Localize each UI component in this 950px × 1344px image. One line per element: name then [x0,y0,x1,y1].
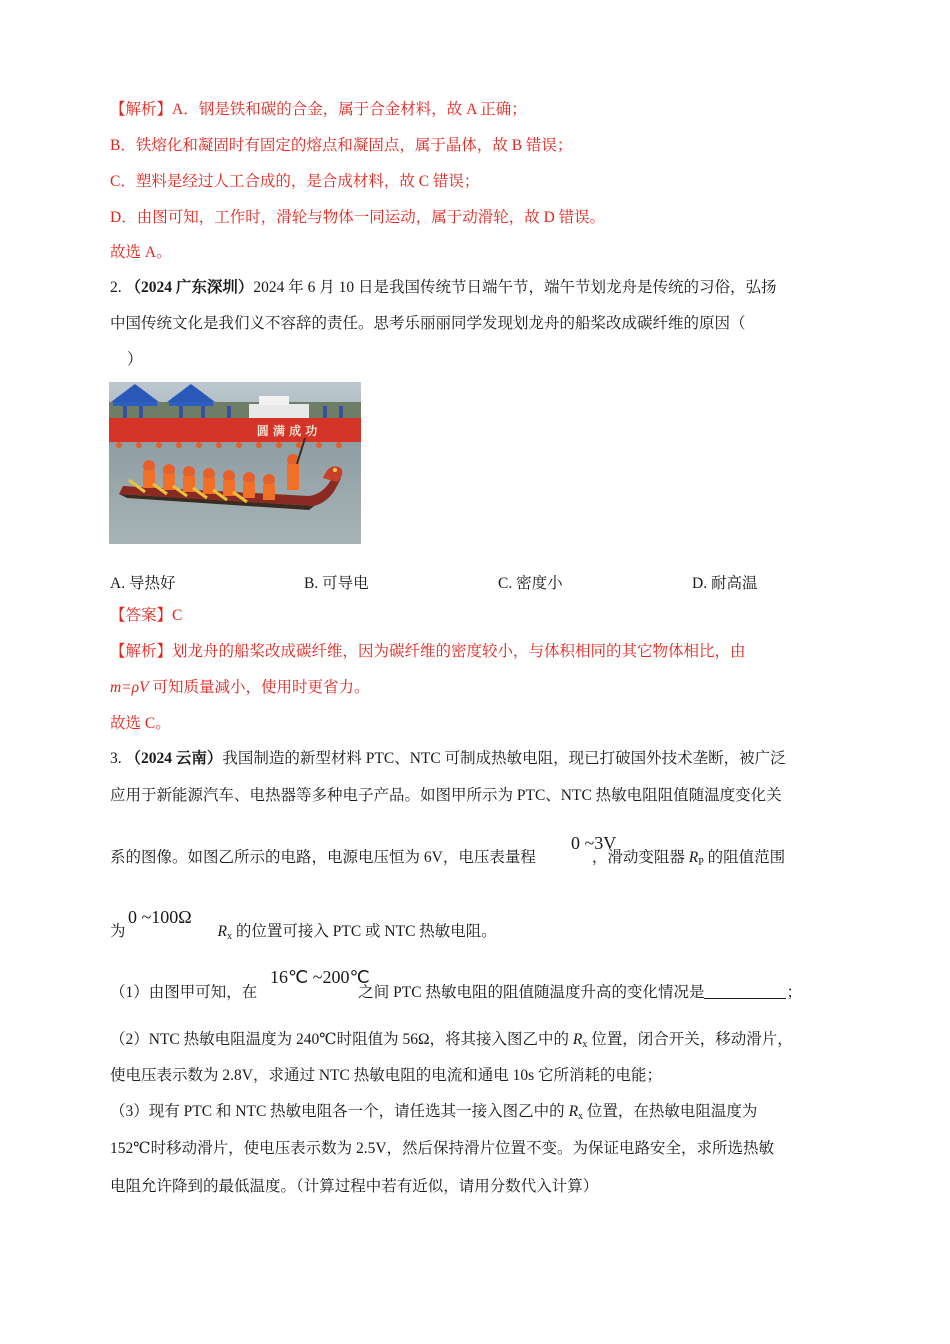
q3-text-3a: 系的图像。如图乙所示的电路，电源电压恒为 6V，电压表量程 [110,849,536,866]
option-a[interactable]: A. 导热好 [110,575,176,592]
q3-text-3b: ，滑动变阻器 [591,849,689,866]
q3-sub1-text-c: ； [786,984,802,1001]
analysis-line-d: D．由图可知，工作时，滑轮与物体一同运动，属于动滑轮，故 D 错误。 [110,209,606,226]
q3-sub3-line-1 [110,1102,757,1127]
q3-text-4b: 的位置可接入 PTC 或 NTC 热敏电阻。 [231,923,497,940]
option-d[interactable]: D. 耐高温 [692,575,758,592]
q2-analysis-text-2: 可知质量减小，使用时更省力。 [148,679,370,696]
q2-line-2: 中国传统文化是我们义不容辞的责任。思考乐丽丽同学发现划龙舟的船桨改成碳纤维的原因（ [110,315,746,332]
analysis-line-a [110,100,527,120]
analysis-tag: 【解析】 [110,101,173,118]
dragon-boat-photo [109,382,361,544]
q3-line-4 [110,922,497,947]
q3-text-4a: 为 [110,923,126,940]
q3-sub2-text-a: （2）NTC 热敏电阻温度为 240℃时阻值为 56Ω，将其接入图乙中的 [110,1031,573,1048]
q3-line-1 [110,749,786,769]
q3-sub3-text-b: 位置，在热敏电阻温度为 [583,1103,758,1120]
q2-source: （2024 广东深圳） [125,279,254,296]
density-formula: m=ρV [110,679,149,696]
rx-subscript-2: x [582,1039,588,1050]
q3-sub1-text-a: （1）由图甲可知，在 [110,984,258,1001]
rx-symbol-3: R [568,1103,579,1120]
answer-tag: 【答案】 [110,607,173,624]
rx-subscript: x [226,931,232,942]
voltage-range: 0 ~3V [571,833,617,853]
q2-line-3: ） [127,351,143,368]
banner-text: 圆 满 成 功 [256,424,318,438]
q2-number: 2. [110,279,122,296]
analysis-line-b: B．铁熔化和凝固时有固定的熔点和凝固点，属于晶体，故 B 错误； [110,137,573,154]
option-c[interactable]: C. 密度小 [498,575,563,592]
q3-sub2-text-b: 位置，闭合开关，移动滑片， [587,1031,793,1048]
q3-source: （2024 云南） [125,750,223,767]
option-b[interactable]: B. 可导电 [304,575,369,592]
rx-subscript-3: x [578,1111,584,1122]
q2-conclusion: 故选 C。 [110,715,171,732]
q2-analysis-line-2 [110,678,369,698]
q2-line-1 [110,278,777,298]
answer-blank[interactable] [704,984,786,999]
analysis-line-c: C．塑料是经过人工合成的，是合成材料，故 C 错误； [110,173,480,190]
q3-sub3-line-3: 电阻允许降到的最低温度。（计算过程中若有近似，请用分数代入计算） [110,1178,599,1195]
q2-analysis-tag: 【解析】 [110,643,173,660]
q2-answer [110,606,182,626]
q2-analysis-text-1: 划龙舟的船桨改成碳纤维，因为碳纤维的密度较小，与体积相同的其它物体相比，由 [172,643,746,660]
q2-text-1: 2024 年 6 月 10 日是我国传统节日端午节，端午节划龙舟是传统的习俗，弘扬 [253,279,777,296]
q3-sub1 [110,983,802,1003]
temperature-range: 16℃ ~200℃ [270,967,370,987]
rx-symbol-2: R [572,1031,583,1048]
q3-sub3-line-2: 152℃时移动滑片，使电压表示数为 2.5V，然后保持滑片位置不变。为保证电路安全，求所选热敏 [110,1140,775,1157]
q3-sub2-line-2: 使电压表示数为 2.8V，求通过 NTC 热敏电阻的电流和通电 10s 它所消耗的电能； [110,1067,662,1084]
q3-line-2: 应用于新能源汽车、电热器等多种电子产品。如图甲所示为 PTC、NTC 热敏电阻阻值随温度变化关 [110,787,782,804]
rx-symbol: R [217,923,227,940]
analysis-text-a: A．钢是铁和碳的合金，属于合金材料，故 A 正确； [172,101,527,118]
q3-text-1: 我国制造的新型材料 PTC、NTC 可制成热敏电阻，现已打破国外技术垄断，被广泛 [222,750,786,767]
q3-number: 3. [110,750,122,767]
resistance-range: 0 ~100Ω [128,907,192,927]
rp-symbol: R [688,849,699,866]
q2-analysis-line-1 [110,642,746,662]
q3-sub3-text-a: （3）现有 PTC 和 NTC 热敏电阻各一个，请任选其一接入图乙中的 [110,1103,569,1120]
answer-value: C [172,607,183,624]
analysis-conclusion: 故选 A。 [110,244,172,261]
q3-sub1-text-b: 之间 PTC 热敏电阻的阻值随温度升高的变化情况是 [358,984,705,1001]
q3-text-3c: 的阻值范围 [703,849,786,866]
q3-line-3 [110,848,785,873]
rp-subscript: P [698,857,704,868]
q3-sub2-line-1 [110,1030,793,1055]
